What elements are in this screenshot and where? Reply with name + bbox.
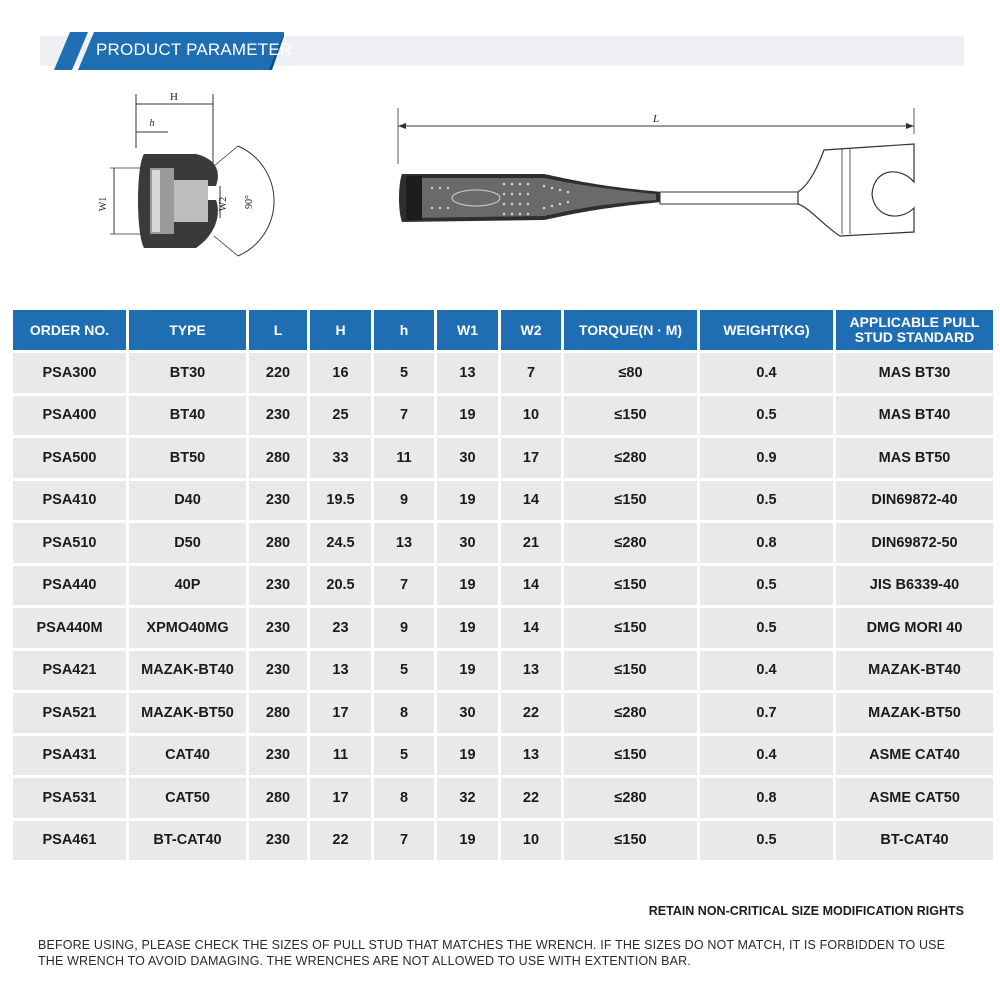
table-cell: 5 bbox=[374, 736, 434, 776]
table-cell: 8 bbox=[374, 693, 434, 733]
table-cell: 19 bbox=[437, 481, 498, 521]
column-header: L bbox=[249, 310, 307, 350]
table-cell: 10 bbox=[501, 821, 561, 861]
table-cell: MAZAK-BT40 bbox=[129, 651, 246, 691]
table-cell: ≤150 bbox=[564, 651, 697, 691]
table-cell: PSA431 bbox=[13, 736, 126, 776]
table-cell: 0.8 bbox=[700, 778, 833, 818]
table-row bbox=[13, 438, 993, 478]
table-cell: MAS BT40 bbox=[836, 396, 993, 436]
column-header: W2 bbox=[501, 310, 561, 350]
table-cell: 230 bbox=[249, 821, 307, 861]
table-cell: 13 bbox=[310, 651, 371, 691]
table-cell: 22 bbox=[501, 693, 561, 733]
table-cell: BT50 bbox=[129, 438, 246, 478]
table-cell: 25 bbox=[310, 396, 371, 436]
table-cell: 40P bbox=[129, 566, 246, 606]
table-cell: PSA531 bbox=[13, 778, 126, 818]
table-cell: PSA461 bbox=[13, 821, 126, 861]
table-cell: 0.4 bbox=[700, 353, 833, 393]
table-cell: 9 bbox=[374, 481, 434, 521]
table-cell: PSA410 bbox=[13, 481, 126, 521]
table-cell: 280 bbox=[249, 778, 307, 818]
table-cell: 11 bbox=[374, 438, 434, 478]
table-cell: 20.5 bbox=[310, 566, 371, 606]
table-cell: MAZAK-BT40 bbox=[836, 651, 993, 691]
table-row bbox=[13, 396, 993, 436]
table-cell: ≤80 bbox=[564, 353, 697, 393]
table-cell: 14 bbox=[501, 608, 561, 648]
table-cell: 230 bbox=[249, 481, 307, 521]
table-cell: 280 bbox=[249, 693, 307, 733]
column-header: ORDER NO. bbox=[13, 310, 126, 350]
table-cell: 19 bbox=[437, 566, 498, 606]
table-cell: 17 bbox=[310, 778, 371, 818]
column-header: TYPE bbox=[129, 310, 246, 350]
table-row bbox=[13, 651, 993, 691]
table-row bbox=[13, 566, 993, 606]
table-cell: 22 bbox=[310, 821, 371, 861]
table-cell: 0.8 bbox=[700, 523, 833, 563]
table-cell: 0.5 bbox=[700, 566, 833, 606]
table-cell: CAT50 bbox=[129, 778, 246, 818]
table-cell: BT40 bbox=[129, 396, 246, 436]
table-cell: 230 bbox=[249, 566, 307, 606]
table-cell: 13 bbox=[437, 353, 498, 393]
table-cell: 0.5 bbox=[700, 396, 833, 436]
warning-note: BEFORE USING, PLEASE CHECK THE SIZES OF PULL STUD THAT MATCHES THE WRENCH. IF THE SIZES DO NOT MATCH, IT IS FORBIDDEN TO USE THE WRENCH TO AVOID DAMAGING. THE WRENCHES ARE NOT ALLOWED TO USE WITH EXTENTION BAR. bbox=[38, 938, 946, 968]
table-cell: 7 bbox=[374, 566, 434, 606]
table-cell: DMG MORI 40 bbox=[836, 608, 993, 648]
column-header: H bbox=[310, 310, 371, 350]
column-header: h bbox=[374, 310, 434, 350]
table-cell: 19 bbox=[437, 651, 498, 691]
table-cell: ≤280 bbox=[564, 693, 697, 733]
table-cell: 280 bbox=[249, 523, 307, 563]
table-cell: PSA400 bbox=[13, 396, 126, 436]
table-cell: BT-CAT40 bbox=[836, 821, 993, 861]
table-cell: 30 bbox=[437, 693, 498, 733]
table-cell: ≤150 bbox=[564, 821, 697, 861]
table-cell: ≤280 bbox=[564, 778, 697, 818]
table-cell: PSA440 bbox=[13, 566, 126, 606]
table-cell: PSA500 bbox=[13, 438, 126, 478]
table-cell: 7 bbox=[374, 396, 434, 436]
table-cell: MAZAK-BT50 bbox=[129, 693, 246, 733]
rights-note: RETAIN NON-CRITICAL SIZE MODIFICATION RIGHTS bbox=[648, 904, 964, 918]
table-cell: 19.5 bbox=[310, 481, 371, 521]
table-cell: 220 bbox=[249, 353, 307, 393]
table-cell: 11 bbox=[310, 736, 371, 776]
table-row bbox=[13, 523, 993, 563]
table-cell: 30 bbox=[437, 438, 498, 478]
table-cell: ASME CAT40 bbox=[836, 736, 993, 776]
dim-h-lower-label: h bbox=[149, 118, 155, 129]
table-cell: 0.5 bbox=[700, 608, 833, 648]
dim-l-label: L bbox=[652, 113, 660, 125]
table-cell: 0.5 bbox=[700, 481, 833, 521]
table-cell: 19 bbox=[437, 396, 498, 436]
table-cell: PSA421 bbox=[13, 651, 126, 691]
table-cell: JIS B6339-40 bbox=[836, 566, 993, 606]
column-header: TORQUE(N · M) bbox=[564, 310, 697, 350]
table-cell: 7 bbox=[374, 821, 434, 861]
table-cell: 17 bbox=[501, 438, 561, 478]
table-cell: 17 bbox=[310, 693, 371, 733]
column-header: WEIGHT(KG) bbox=[700, 310, 833, 350]
table-cell: 8 bbox=[374, 778, 434, 818]
table-cell: 14 bbox=[501, 566, 561, 606]
table-cell: PSA440M bbox=[13, 608, 126, 648]
table-cell: 0.9 bbox=[700, 438, 833, 478]
table-cell: ≤150 bbox=[564, 608, 697, 648]
page-title: PRODUCT PARAMETER bbox=[96, 40, 293, 59]
table-cell: PSA510 bbox=[13, 523, 126, 563]
table-cell: 24.5 bbox=[310, 523, 371, 563]
table-cell: 230 bbox=[249, 736, 307, 776]
table-cell: ≤150 bbox=[564, 481, 697, 521]
table-cell: 230 bbox=[249, 651, 307, 691]
table-cell: 33 bbox=[310, 438, 371, 478]
table-cell: MAS BT50 bbox=[836, 438, 993, 478]
table-cell: 0.4 bbox=[700, 736, 833, 776]
table-cell: 32 bbox=[437, 778, 498, 818]
wrench-drawing bbox=[394, 104, 920, 244]
table-cell: 230 bbox=[249, 608, 307, 648]
table-cell: ASME CAT50 bbox=[836, 778, 993, 818]
spec-table bbox=[10, 307, 996, 863]
column-header: W1 bbox=[437, 310, 498, 350]
table-cell: XPMO40MG bbox=[129, 608, 246, 648]
table-cell: MAS BT30 bbox=[836, 353, 993, 393]
table-header-row bbox=[13, 310, 993, 350]
table-cell: PSA521 bbox=[13, 693, 126, 733]
dim-w1-label: W1 bbox=[98, 196, 109, 212]
table-cell: DIN69872-50 bbox=[836, 523, 993, 563]
table-cell: 22 bbox=[501, 778, 561, 818]
table-cell: BT30 bbox=[129, 353, 246, 393]
table-cell: 7 bbox=[501, 353, 561, 393]
table-cell: ≤150 bbox=[564, 566, 697, 606]
table-cell: 30 bbox=[437, 523, 498, 563]
table-cell: 13 bbox=[501, 736, 561, 776]
table-row bbox=[13, 736, 993, 776]
table-cell: D40 bbox=[129, 481, 246, 521]
table-cell: 13 bbox=[374, 523, 434, 563]
table-cell: 16 bbox=[310, 353, 371, 393]
table-cell: 230 bbox=[249, 396, 307, 436]
table-cell: 9 bbox=[374, 608, 434, 648]
table-row bbox=[13, 778, 993, 818]
table-cell: 19 bbox=[437, 608, 498, 648]
table-cell: ≤280 bbox=[564, 523, 697, 563]
table-cell: DIN69872-40 bbox=[836, 481, 993, 521]
table-cell: 5 bbox=[374, 651, 434, 691]
table-cell: CAT40 bbox=[129, 736, 246, 776]
dim-w2-label: W2 bbox=[218, 196, 229, 212]
table-row bbox=[13, 481, 993, 521]
table-cell: 10 bbox=[501, 396, 561, 436]
table-cell: 23 bbox=[310, 608, 371, 648]
table-cell: D50 bbox=[129, 523, 246, 563]
table-cell: 0.4 bbox=[700, 651, 833, 691]
table-cell: 5 bbox=[374, 353, 434, 393]
table-cell: 0.5 bbox=[700, 821, 833, 861]
table-cell: 19 bbox=[437, 821, 498, 861]
table-row bbox=[13, 608, 993, 648]
table-cell: 280 bbox=[249, 438, 307, 478]
column-header: APPLICABLE PULL STUD STANDARD bbox=[836, 310, 993, 350]
header-banner bbox=[52, 30, 293, 72]
table-cell: PSA300 bbox=[13, 353, 126, 393]
dim-h-upper-label: H bbox=[170, 91, 178, 103]
table-cell: 19 bbox=[437, 736, 498, 776]
pull-stud-drawing bbox=[96, 86, 276, 258]
table-row bbox=[13, 821, 993, 861]
angle-label: 90° bbox=[244, 195, 255, 209]
table-row bbox=[13, 693, 993, 733]
table-cell: 21 bbox=[501, 523, 561, 563]
table-cell: 0.7 bbox=[700, 693, 833, 733]
table-cell: BT-CAT40 bbox=[129, 821, 246, 861]
table-cell: MAZAK-BT50 bbox=[836, 693, 993, 733]
table-cell: ≤150 bbox=[564, 736, 697, 776]
table-cell: ≤280 bbox=[564, 438, 697, 478]
table-cell: 13 bbox=[501, 651, 561, 691]
table-row bbox=[13, 353, 993, 393]
table-cell: 14 bbox=[501, 481, 561, 521]
table-cell: ≤150 bbox=[564, 396, 697, 436]
